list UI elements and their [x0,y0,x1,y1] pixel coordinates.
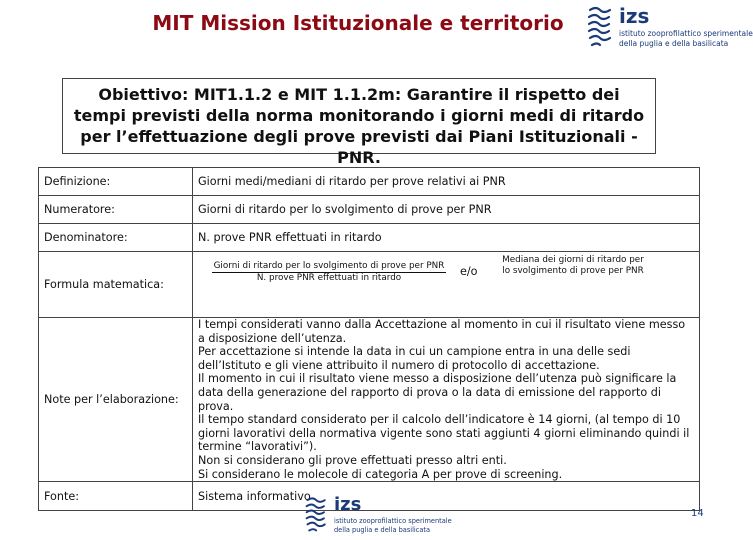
objective-box [62,78,656,167]
notes-label: Note per l’elaborazione: [39,318,193,482]
logo-brand: izs [334,494,362,515]
notes-line: Il momento in cui il risultato viene messo a disposizione dell’utenza può significare la data della generazione del rapporto di prova o la data di emissione del rapporto di prova. [198,372,677,413]
notes-line: Si considerano le molecole di categoria A per prove di screening. [198,467,563,481]
page-title: MIT Mission Istituzionale e territorio [152,11,564,35]
izs-logo-top [586,4,753,50]
denominator-value: N. prove PNR effettuati in ritardo [193,224,700,252]
notes-line: I tempi considerati vanno dalla Accettazione al momento in cui il risultato viene messo a disposizione dell’utenza. [198,318,686,345]
formula-conjunction: e/o [460,264,478,278]
fraction-denominator: N. prove PNR effettuati in ritardo [256,272,402,283]
izs-logo-icon [586,4,616,48]
formula-label: Formula matematica: [39,252,193,318]
definition-label: Definizione: [39,168,193,196]
logo-line-2: della puglia e della basilicata [619,39,729,48]
formula-median: Mediana dei giorni di ritardo per lo svolgimento di prove per PNR [502,254,644,276]
source-value: Sistema informativo [193,482,700,511]
formula-cell [193,252,700,318]
logo-line-2: della puglia e della basilicata [334,526,431,534]
logo-line-1: istituto zooprofilattico sperimentale [619,29,753,38]
denominator-label: Denominatore: [39,224,193,252]
notes-line: Per accettazione si intende la data in cui un campione entra in una delle sedi dell’Istituto e gli viene attribuito il numero di protocollo di accettazione. [198,345,631,372]
table-row [39,252,700,318]
logo-line-1: istituto zooprofilattico sperimentale [334,517,452,525]
table-row [39,196,700,224]
notes-cell [193,318,700,482]
fraction-numerator: Giorni di ritardo per lo svolgimento di prove per PNR [213,260,445,271]
izs-logo-bottom [304,494,452,536]
source-label: Fonte: [39,482,193,511]
notes-line: Il tempo standard considerato per il calcolo dell’indicatore è 14 giorni, (al tempo di 10 giorni lavorativi della normativa vigente sono stati aggiunti 4 giorni eliminando quindi il termine “lavorativi”). [198,413,690,454]
objective-text: Obiettivo: MIT1.1.2 e MIT 1.1.2m: Garantire il rispetto dei tempi previsti della norma monitorando i giorni medi di ritardo per l’effettuazione degli prove previsti dai Piani Istituzionali -PNR. [73,85,645,167]
formula-fraction [198,261,460,284]
table-row [39,318,700,482]
logo-brand: izs [619,4,650,28]
indicator-table [38,167,700,511]
notes-line: Non si considerano gli prove effettuati presso altri enti. [198,453,507,467]
table-row [39,224,700,252]
definition-value: Giorni medi/mediani di ritardo per prove relativi ai PNR [193,168,700,196]
numerator-label: Numeratore: [39,196,193,224]
table-row [39,168,700,196]
izs-logo-icon [304,494,330,534]
numerator-value: Giorni di ritardo per lo svolgimento di prove per PNR [193,196,700,224]
page-number: 14 [691,508,704,519]
